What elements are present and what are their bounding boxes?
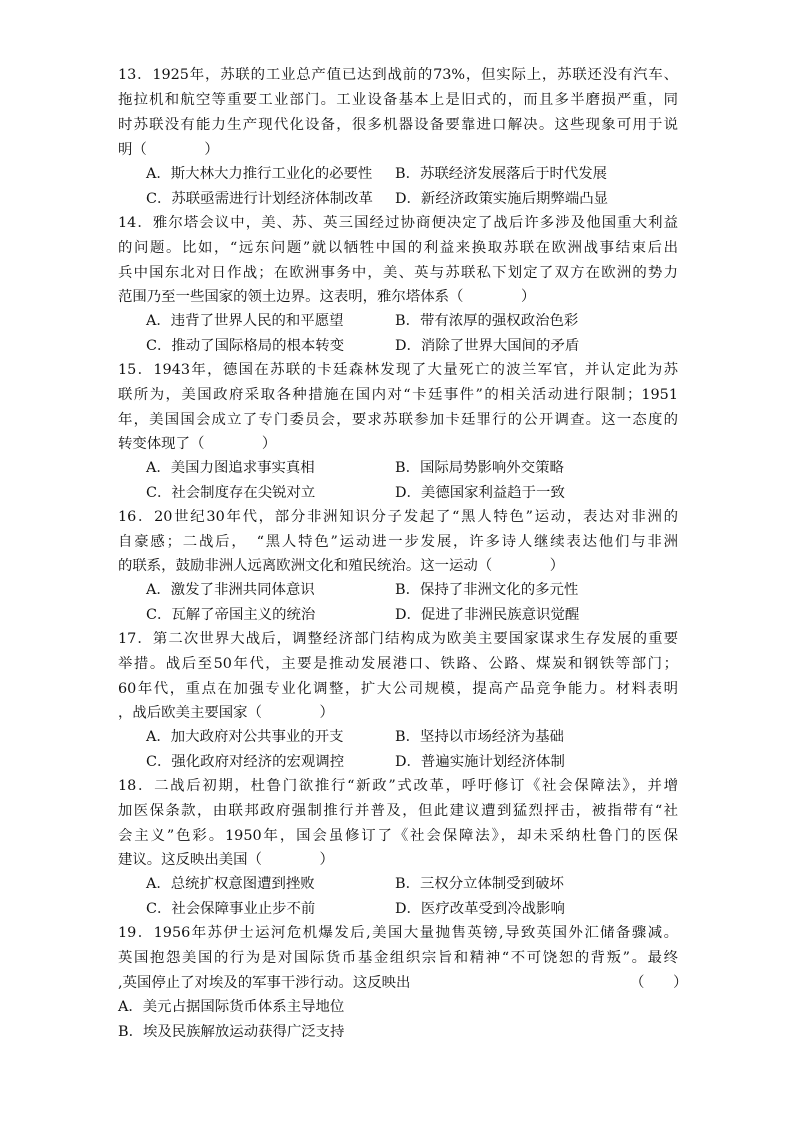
q17-line-1: 17．第二次世界大战后，调整经济部门结构成为欧美主要国家谋求生存发展的重要 [118, 631, 678, 647]
q18-option-a: A．总统扩权意图遭到挫败 [146, 876, 315, 892]
q14-option-b: B．带有浓厚的强权政治色彩 [395, 313, 579, 329]
q14-option-d: D．消除了世界大国间的矛盾 [395, 338, 580, 354]
q18-line-3: 会主义”色彩。1950年，国会虽修订了《社会保障法》，却未采纳杜鲁门的医保 [118, 828, 678, 844]
q14-line-1: 14．雅尔塔会议中，美、苏、英三国经过协商便决定了战后许多涉及他国重大利益 [118, 215, 678, 231]
q15-line-3: 年，美国国会成立了专门委员会，要求苏联参加卡廷罪行的公开调查。这一态度的 [118, 412, 678, 428]
q15-line-1: 15．1943年，德国在苏联的卡廷森林发现了大量死亡的波兰军官，并认定此为苏 [118, 362, 678, 378]
q14-line-4: 范围乃至一些国家的领土边界。这表明，雅尔塔体系（ ） [118, 289, 536, 305]
q16-line-2: 自豪感；二战后， “黑人特色”运动进一步发展，许多诗人继续表达他们与非洲 [118, 534, 678, 550]
q16-option-c: C．瓦解了帝国主义的统治 [146, 607, 316, 623]
q15-option-d: D．美德国家利益趋于一致 [395, 485, 565, 501]
q13-line-2: 拖拉机和航空等重要工业部门。工业设备基本上是旧式的，而且多半磨损严重，同 [118, 92, 678, 108]
q18-line-2: 加医保条款，由联邦政府强制推行并普及，但此建议遭到猛烈抨击，被指带有“社 [118, 803, 678, 819]
q17-option-b: B．坚持以市场经济为基础 [395, 729, 564, 745]
q17-line-2: 举措。战后至50年代，主要是推动发展港口、铁路、公路、煤炭和钢铁等部门； [118, 656, 678, 672]
q17-option-c: C．强化政府对经济的宏观调控 [146, 754, 345, 770]
q14-line-2: 的问题。比如，“远东问题”就以牺牲中国的利益来换取苏联在欧洲战事结束后出 [118, 240, 678, 256]
q13-line-3: 时苏联没有能力生产现代化设备，很多机器设备要靠进口解决。这些现象可用于说 [118, 117, 678, 133]
q17-line-4: ，战后欧美主要国家（ ） [118, 705, 334, 721]
q19-line-3: ,英国停止了对埃及的军事干涉行动。这反映出 [118, 975, 411, 991]
q14-option-c: C．推动了国际格局的根本转变 [146, 338, 345, 354]
q19-answer-paren: （ ） [630, 975, 688, 991]
q13-line-1: 13．1925年，苏联的工业总产值已达到战前的73%，但实际上，苏联还没有汽车、 [118, 67, 678, 83]
q15-line-2: 联所为，美国政府采取各种措施在国内对“卡廷事件”的相关活动进行限制；1951 [118, 387, 678, 403]
q17-option-a: A．加大政府对公共事业的开支 [146, 729, 344, 745]
q15-option-b: B．国际局势影响外交策略 [395, 460, 564, 476]
q13-line-4: 明（ ） [118, 142, 219, 158]
q15-line-4: 转变体现了（ ） [118, 436, 277, 452]
q13-option-b: B．苏联经济发展落后于时代发展 [395, 166, 608, 182]
q19-option-b: B．埃及民族解放运动获得广泛支持 [118, 1024, 345, 1040]
q13-option-c: C．苏联亟需进行计划经济体制改革 [146, 191, 373, 207]
q18-line-1: 18．二战后初期，杜鲁门欲推行“新政”式改革，呼吁修订《社会保障法》，并增 [118, 778, 678, 794]
q15-option-a: A．美国力图追求事实真相 [146, 460, 315, 476]
q15-option-c: C．社会制度存在尖锐对立 [146, 485, 316, 501]
q19-option-a: A．美元占据国际货币体系主导地位 [118, 999, 345, 1015]
q16-option-b: B．保持了非洲文化的多元性 [395, 582, 579, 598]
q17-option-d: D．普遍实施计划经济体制 [395, 754, 565, 770]
q14-option-a: A．违背了世界人民的和平愿望 [146, 313, 344, 329]
q16-line-1: 16．20世纪30年代，部分非洲知识分子发起了“黑人特色”运动，表达对非洲的 [118, 509, 678, 525]
q18-option-b: B．三权分立体制受到破坏 [395, 876, 564, 892]
q17-line-3: 60年代，重点在加强专业化调整，扩大公司规模，提高产品竞争能力。材料表明 [118, 681, 678, 697]
q18-option-d: D．医疗改革受到冷战影响 [395, 901, 565, 917]
q18-line-4: 建议。这反映出美国（ ） [118, 852, 334, 868]
q13-option-d: D．新经济政策实施后期弊端凸显 [395, 191, 609, 207]
q16-line-3: 的联系，鼓励非洲人远离欧洲文化和殖民统治。这一运动（ ） [118, 558, 565, 574]
q19-line-1: 19．1956年苏伊士运河危机爆发后,美国大量抛售英镑,导致英国外汇储备骤减。 [118, 925, 678, 941]
q18-option-c: C．社会保障事业止步不前 [146, 901, 316, 917]
q13-option-a: A．斯大林大力推行工业化的必要性 [146, 166, 373, 182]
q16-option-a: A．激发了非洲共同体意识 [146, 582, 315, 598]
q16-option-d: D．促进了非洲民族意识觉醒 [395, 607, 580, 623]
q14-line-3: 兵中国东北对日作战；在欧洲事务中，美、英与苏联私下划定了双方在欧洲的势力 [118, 265, 678, 281]
q19-line-2: 英国抱怨美国的行为是对国际货币基金组织宗旨和精神“不可饶恕的背叛”。最终 [118, 950, 678, 966]
